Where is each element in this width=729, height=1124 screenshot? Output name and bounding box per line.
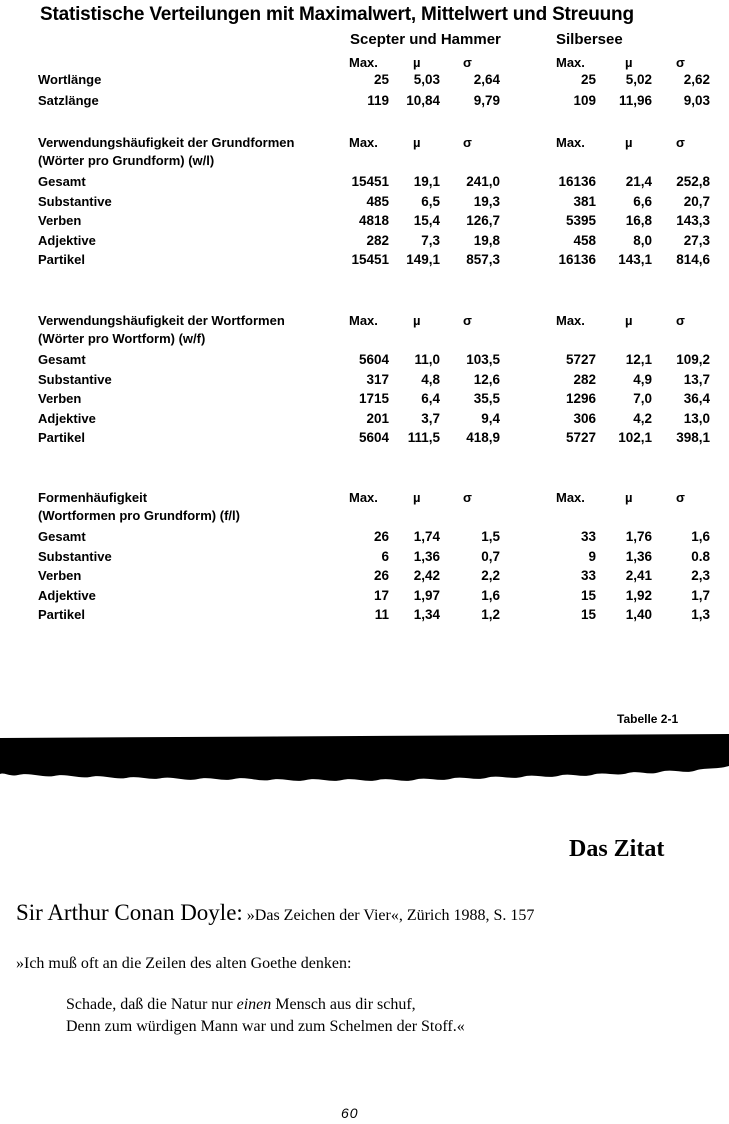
table-row-silbersee-value: 1,3 (691, 607, 710, 623)
table-row-silbersee-value: 6,6 (633, 193, 652, 209)
top-row-silbersee-value: 11,96 (618, 93, 652, 108)
table-row-label: Substantive (38, 193, 112, 209)
table-row-silbersee-value: 4,9 (633, 371, 652, 387)
table-row-scepter-value: 35,5 (473, 391, 500, 407)
table-row-silbersee-value: 36,4 (683, 391, 710, 407)
table-row-silbersee-value: 2,3 (691, 568, 710, 584)
table-row-label: Adjektive (38, 232, 96, 248)
table-row-label: Partikel (38, 252, 85, 268)
table-row-silbersee-value: 8,0 (633, 232, 652, 248)
table-row-scepter-value: 6,4 (421, 391, 440, 407)
table-row-silbersee-value: 1,36 (625, 548, 652, 564)
table-row-silbersee-value: 20,7 (683, 193, 710, 209)
corpus-heading-silbersee: Silbersee (556, 31, 623, 48)
table-row-scepter-value: 3,7 (421, 410, 440, 426)
table-row-scepter-value: 1,2 (481, 607, 500, 623)
table-row-scepter-value: 418,9 (466, 430, 500, 446)
table-row-silbersee-value: 102,1 (618, 430, 652, 446)
table-row-scepter-value: 485 (366, 193, 389, 209)
top-stat-label-silbersee-2: σ (676, 55, 685, 70)
section-1-stat-label-scepter-0: Max. (349, 313, 378, 328)
table-row-scepter-value: 282 (366, 232, 389, 248)
table-row-scepter-value: 4818 (358, 213, 389, 229)
table-row-scepter-value: 1,36 (413, 548, 440, 564)
table-row-scepter-value: 317 (366, 371, 389, 387)
quote-intro: »Ich muß oft an die Zeilen des alten Goethe denken: (16, 955, 352, 972)
table-row-scepter-value: 1,5 (481, 529, 500, 544)
table-row-silbersee-value: 2,41 (625, 568, 652, 584)
table-row-label: Adjektive (38, 410, 96, 426)
table-row-silbersee-value: 15 (580, 607, 596, 623)
table-row-silbersee-value: 143,3 (676, 213, 710, 229)
top-row-silbersee-value: 109 (573, 93, 596, 108)
table-row-scepter-value: 1715 (358, 391, 389, 407)
table-caption: Tabelle 2-1 (617, 712, 679, 726)
table-row-silbersee-value: 21,4 (625, 174, 652, 189)
table-row-scepter-value: 19,1 (413, 174, 440, 189)
top-stat-label-scepter-0: Max. (349, 55, 378, 70)
section-2-stat-label-scepter-0: Max. (349, 490, 378, 505)
section-1-stat-label-silbersee-2: σ (676, 313, 685, 328)
table-row-silbersee-value: 9 (588, 548, 596, 564)
table-row-scepter-value: 857,3 (466, 252, 500, 268)
table-row-scepter-value: 103,5 (466, 352, 500, 367)
table-row-silbersee-value: 252,8 (676, 174, 710, 189)
table-row-silbersee-value: 5395 (565, 213, 596, 229)
table-row-label: Partikel (38, 430, 85, 446)
table-row-scepter-value: 149,1 (406, 252, 440, 268)
table-row-silbersee-value: 1,7 (691, 587, 710, 603)
section-heading: Verwendungshäufigkeit der Grundformen (38, 135, 295, 150)
table-row-silbersee-value: 814,6 (676, 252, 710, 268)
section-0-stat-label-scepter-1: µ (413, 135, 421, 150)
section-1-stat-label-silbersee-1: µ (625, 313, 633, 328)
verse-line-1-end: Mensch aus dir schuf, (271, 996, 416, 1013)
table-row-silbersee-value: 5727 (565, 352, 596, 367)
citation-source: »Das Zeichen der Vier«, Zürich 1988, S. 157 (246, 907, 535, 924)
table-row-scepter-value: 5604 (358, 352, 389, 367)
table-row-silbersee-value: 16,8 (625, 213, 652, 229)
top-row-scepter-value: 9,79 (473, 93, 500, 108)
top-stat-label-scepter-2: σ (463, 55, 472, 70)
table-row-silbersee-value: 1,6 (691, 529, 710, 544)
citation (16, 900, 534, 926)
table-row-silbersee-value: 282 (573, 371, 596, 387)
decorative-torn-band (0, 734, 729, 784)
section-1-stat-label-scepter-1: µ (413, 313, 421, 328)
table-row-scepter-value: 6,5 (421, 193, 440, 209)
table-row-scepter-value: 2,2 (481, 568, 500, 584)
table-row-silbersee-value: 306 (573, 410, 596, 426)
table-row-scepter-value: 241,0 (466, 174, 500, 189)
top-row-scepter-value: 2,64 (473, 72, 500, 87)
table-row-silbersee-value: 12,1 (625, 352, 652, 367)
table-row-scepter-value: 15451 (351, 252, 389, 268)
table-row-silbersee-value: 109,2 (676, 352, 710, 367)
top-row-scepter-value: 119 (367, 93, 389, 108)
table-row-scepter-value: 26 (373, 529, 389, 544)
table-row-label: Verben (38, 391, 82, 407)
table-row-scepter-value: 19,8 (473, 232, 500, 248)
table-row-silbersee-value: 33 (580, 529, 596, 544)
table-row-silbersee-value: 458 (573, 232, 596, 248)
table-row-silbersee-value: 16136 (558, 252, 596, 268)
section-subheading: (Wortformen pro Grundform) (f/l) (38, 508, 240, 523)
section-2-stat-label-scepter-1: µ (413, 490, 421, 505)
table-row-scepter-value: 6 (381, 548, 389, 564)
table-row-scepter-value: 2,42 (413, 568, 440, 584)
table-row-silbersee-value: 398,1 (676, 430, 710, 446)
top-row-scepter-value: 10,84 (406, 93, 440, 108)
top-row-silbersee-value: 9,03 (683, 93, 710, 108)
section-subheading: (Wörter pro Wortform) (w/f) (38, 331, 206, 346)
table-row-scepter-value: 0,7 (481, 548, 500, 564)
table-row-silbersee-value: 4,2 (633, 410, 652, 426)
table-row-label: Gesamt (38, 352, 86, 367)
top-stat-label-silbersee-0: Max. (556, 55, 585, 70)
table-row-scepter-value: 126,7 (466, 213, 500, 229)
table-row-scepter-value: 1,97 (413, 587, 440, 603)
verse-line-2: Denn zum würdigen Mann war und zum Schelmen der Stoff.« (66, 1018, 465, 1035)
table-row-silbersee-value: 143,1 (618, 252, 652, 268)
table-row-silbersee-value: 13,0 (683, 410, 710, 426)
table-row-silbersee-value: 15 (580, 587, 596, 603)
table-row-scepter-value: 1,6 (481, 587, 500, 603)
table-row-silbersee-value: 16136 (558, 174, 596, 189)
section-0-stat-label-silbersee-1: µ (625, 135, 633, 150)
table-row-silbersee-value: 1,92 (625, 587, 652, 603)
section-1-stat-label-scepter-2: σ (463, 313, 472, 328)
top-row-silbersee-value: 2,62 (683, 72, 710, 87)
section-0-stat-label-silbersee-2: σ (676, 135, 685, 150)
corpus-heading-scepter: Scepter und Hammer (350, 31, 501, 48)
top-row-scepter-value: 5,03 (413, 72, 440, 87)
table-title: Statistische Verteilungen mit Maximalwert, Mittelwert und Streuung (40, 4, 634, 25)
section-2-stat-label-silbersee-0: Max. (556, 490, 585, 505)
table-row-scepter-value: 17 (373, 587, 389, 603)
table-row-label: Substantive (38, 548, 112, 564)
table-row-label: Verben (38, 568, 82, 584)
table-row-label: Gesamt (38, 529, 86, 544)
section-heading: Verwendungshäufigkeit der Wortformen (38, 313, 285, 328)
top-stat-label-scepter-1: µ (413, 55, 421, 70)
page-number: 60 (341, 1105, 359, 1121)
verse-line-1-start: Schade, daß die Natur nur (66, 996, 237, 1013)
table-row-label: Verben (38, 213, 82, 229)
table-row-silbersee-value: 13,7 (683, 371, 710, 387)
table-row-scepter-value: 5604 (358, 430, 389, 446)
table-row-label: Substantive (38, 371, 112, 387)
table-row-label: Partikel (38, 607, 85, 623)
top-stat-label-silbersee-1: µ (625, 55, 633, 70)
section-0-stat-label-scepter-2: σ (463, 135, 472, 150)
table-row-silbersee-value: 27,3 (683, 232, 710, 248)
table-row-silbersee-value: 381 (573, 193, 596, 209)
table-row-scepter-value: 111,5 (407, 430, 440, 446)
table-row-silbersee-value: 5727 (565, 430, 596, 446)
section-heading: Formenhäufigkeit (38, 490, 148, 505)
table-row-scepter-value: 12,6 (473, 371, 500, 387)
top-row-label: Satzlänge (38, 93, 99, 108)
citation-author: Sir Arthur Conan Doyle: (16, 900, 243, 925)
table-row-scepter-value: 19,3 (473, 193, 500, 209)
section-subheading: (Wörter pro Grundform) (w/l) (38, 153, 215, 168)
table-row-silbersee-value: 7,0 (633, 391, 652, 407)
table-row-label: Adjektive (38, 587, 96, 603)
table-row-scepter-value: 9,4 (481, 410, 500, 426)
section-2-stat-label-silbersee-2: σ (676, 490, 685, 505)
top-row-scepter-value: 25 (373, 72, 389, 87)
section-0-stat-label-scepter-0: Max. (349, 135, 378, 150)
table-row-scepter-value: 4,8 (421, 371, 440, 387)
table-row-scepter-value: 11,0 (414, 352, 440, 367)
table-row-label: Gesamt (38, 174, 86, 189)
section-0-stat-label-silbersee-0: Max. (556, 135, 585, 150)
table-row-scepter-value: 11 (374, 607, 389, 623)
section-1-stat-label-silbersee-0: Max. (556, 313, 585, 328)
top-row-label: Wortlänge (38, 72, 102, 87)
verse-line-1 (66, 996, 416, 1014)
table-row-scepter-value: 7,3 (421, 232, 440, 248)
table-row-silbersee-value: 1,76 (625, 529, 652, 544)
top-row-silbersee-value: 5,02 (625, 72, 652, 87)
table-row-scepter-value: 15451 (351, 174, 389, 189)
table-row-silbersee-value: 0.8 (691, 548, 710, 564)
table-row-scepter-value: 1,34 (413, 607, 440, 623)
table-row-silbersee-value: 1,40 (625, 607, 652, 623)
table-row-silbersee-value: 33 (580, 568, 596, 584)
table-row-scepter-value: 201 (366, 410, 389, 426)
top-row-silbersee-value: 25 (580, 72, 596, 87)
table-row-silbersee-value: 1296 (565, 391, 596, 407)
table-row-scepter-value: 26 (373, 568, 389, 584)
section-2-stat-label-silbersee-1: µ (625, 490, 633, 505)
table-row-scepter-value: 15,4 (413, 213, 440, 229)
section-2-stat-label-scepter-2: σ (463, 490, 472, 505)
verse-emphasis: einen (236, 996, 272, 1013)
table-row-scepter-value: 1,74 (413, 529, 440, 544)
section-title: Das Zitat (569, 836, 665, 862)
